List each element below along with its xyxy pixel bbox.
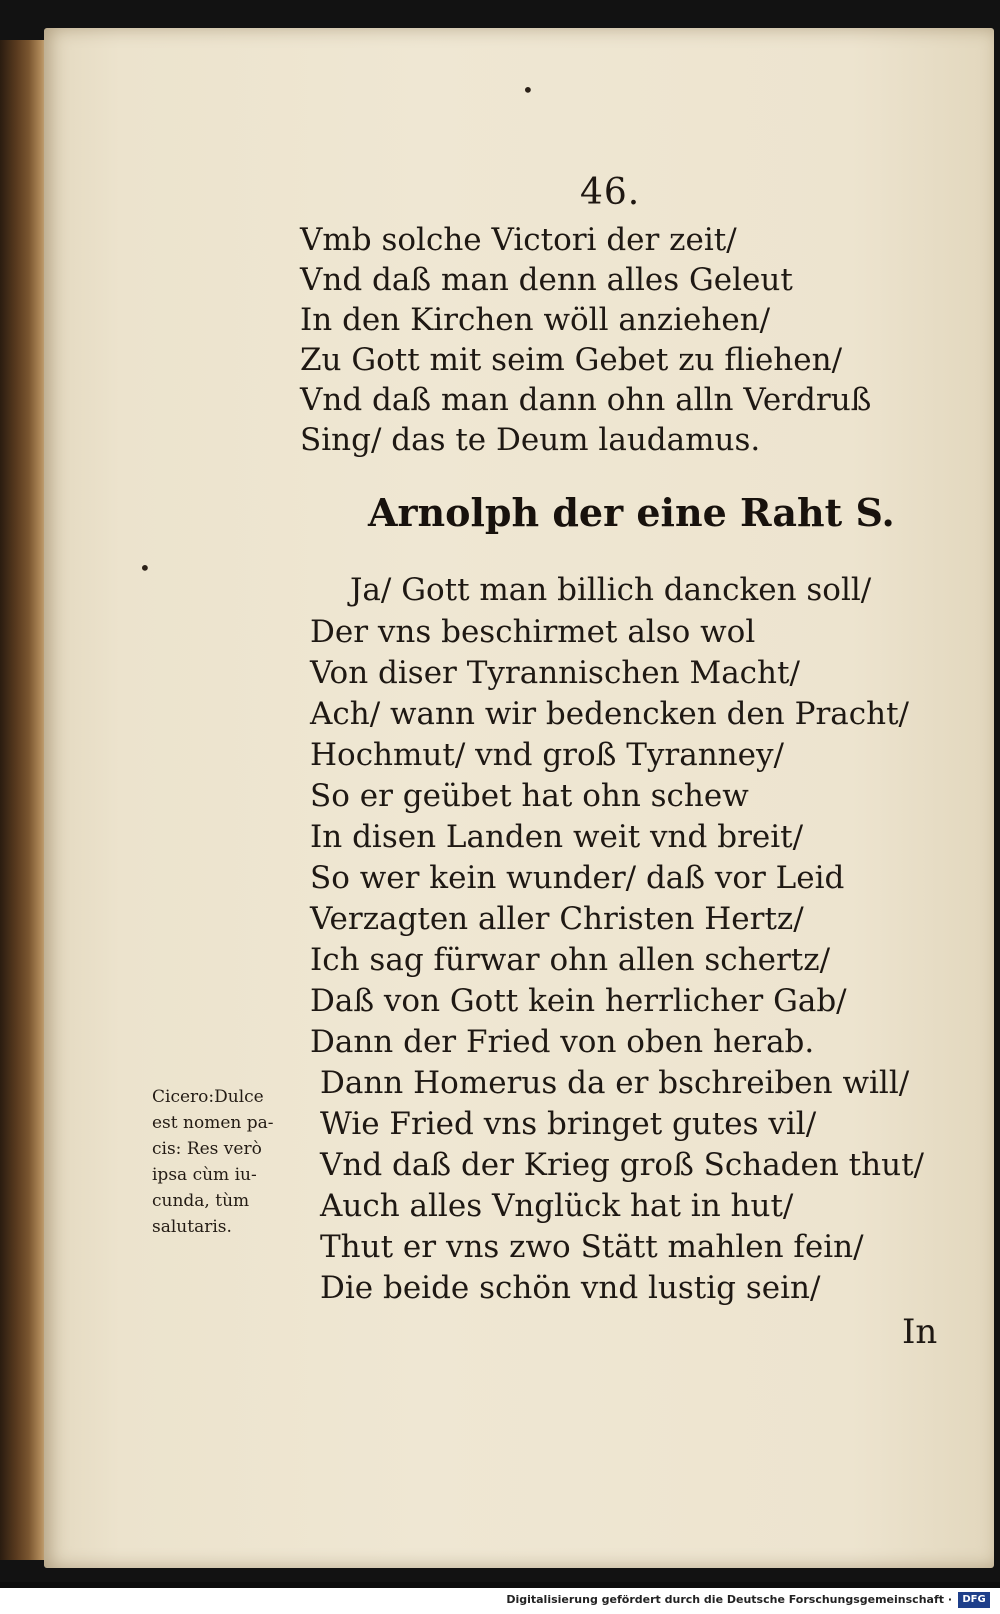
verse-line: Ich sag fürwar ohn allen schertz/ [310, 942, 831, 978]
verse-line: Der vns beschirmet also wol [310, 614, 756, 650]
verse-line: Ach/ wann wir bedencken den Pracht/ [310, 696, 909, 732]
margin-note-line: cis: Res verò [152, 1139, 262, 1159]
verse-line: Vnd daß der Krieg groß Schaden thut/ [320, 1147, 924, 1183]
verse-line: In disen Landen weit vnd breit/ [310, 819, 804, 855]
verse-line: So er geübet hat ohn schew [310, 778, 749, 814]
page-number: 46. [580, 172, 641, 213]
verse-line: Von diser Tyrannischen Macht/ [310, 655, 800, 691]
dfg-logo-icon: DFG [958, 1592, 990, 1608]
book-binding-edge [0, 40, 48, 1560]
verse-line: Vmb solche Victori der zeit/ [300, 222, 737, 258]
verse-line: Dann Homerus da er bschreiben will/ [320, 1065, 910, 1101]
digitization-footer [0, 1588, 1000, 1614]
margin-note-line: salutaris. [152, 1217, 232, 1237]
verse-line: Daß von Gott kein herrlicher Gab/ [310, 983, 847, 1019]
verse-line: Thut er vns zwo Stätt mahlen fein/ [320, 1229, 864, 1265]
speaker-heading: Arnolph der eine Raht S. [368, 490, 895, 535]
verse-line: In den Kirchen wöll anziehen/ [300, 302, 771, 338]
ink-mark: • [522, 78, 534, 102]
verse-line: Hochmut/ vnd groß Tyranney/ [310, 737, 784, 773]
verse-line: Vnd daß man dann ohn alln Verdruß [300, 382, 872, 418]
verse-line: Ja/ Gott man billich dancken soll/ [350, 572, 872, 608]
verse-line: Verzagten aller Christen Hertz/ [310, 901, 804, 937]
verse-line: Die beide schön vnd lustig sein/ [320, 1270, 821, 1306]
verse-line: So wer kein wunder/ daß vor Leid [310, 860, 845, 896]
footer-credit: Digitalisierung gefördert durch die Deutsche Forschungsgemeinschaft · [506, 1593, 952, 1606]
verse-line: Sing/ das te Deum laudamus. [300, 422, 761, 458]
verse-line: Vnd daß man denn alles Geleut [300, 262, 793, 298]
verse-line: Wie Fried vns bringet gutes vil/ [320, 1106, 817, 1142]
margin-note-line: ipsa cùm iu- [152, 1165, 257, 1185]
margin-note [152, 1084, 317, 1240]
margin-note-line: est nomen pa- [152, 1113, 274, 1133]
verse-line: Dann der Fried von oben herab. [310, 1024, 815, 1060]
margin-note-line: Cicero:Dulce [152, 1087, 264, 1107]
ink-mark: • [139, 556, 151, 580]
catchword: In [902, 1312, 938, 1352]
margin-note-line: cunda, tùm [152, 1191, 250, 1211]
verse-line: Auch alles Vnglück hat in hut/ [320, 1188, 794, 1224]
verse-line: Zu Gott mit seim Gebet zu fliehen/ [300, 342, 843, 378]
